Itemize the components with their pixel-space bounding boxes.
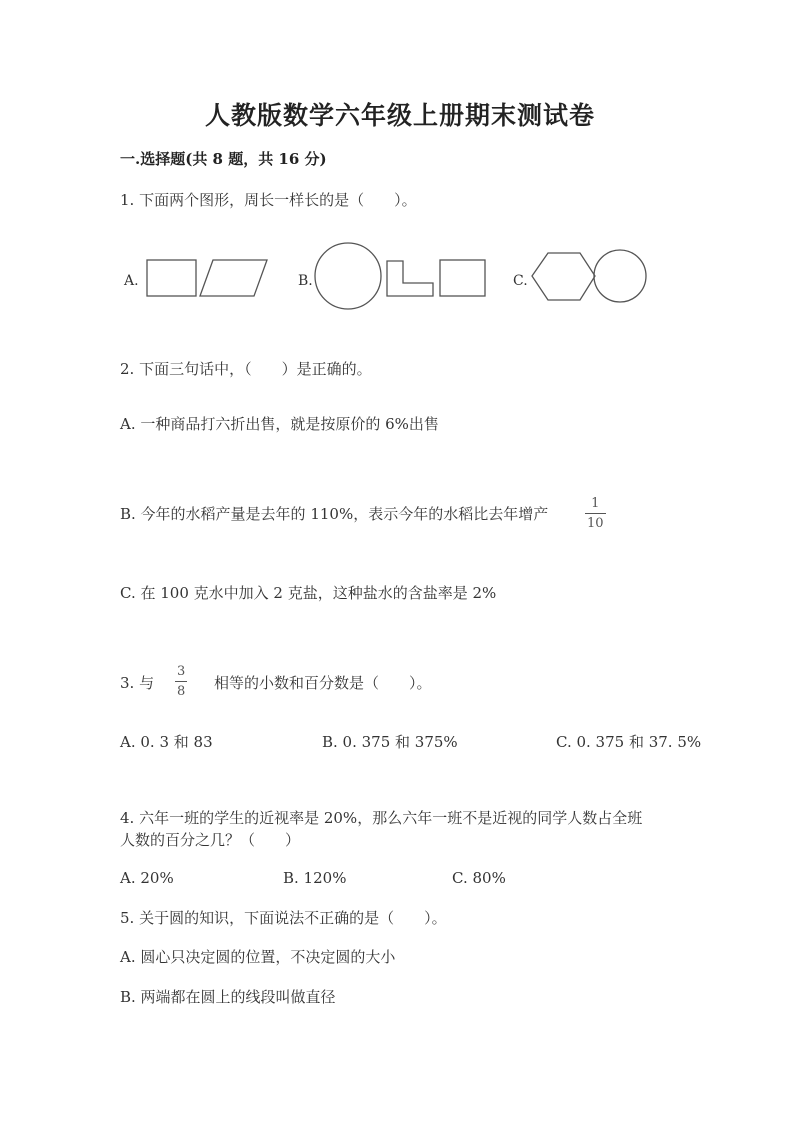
hexagon-shape (532, 253, 595, 300)
question-3-option-a: A. 0. 3 和 83 (120, 733, 213, 751)
question-1-figures (110, 236, 670, 316)
question-4-option-c: C. 80% (452, 869, 506, 887)
fraction-numerator: 1 (591, 496, 600, 511)
question-4-stem-line1: 4. 六年一班的学生的近视率是 20%，那么六年一班不是近视的同学人数占全班 (120, 809, 643, 827)
page-title: 人教版数学六年级上册期末测试卷 (204, 101, 595, 130)
fraction-three-eighths (175, 665, 187, 698)
option-c-label: C. (513, 273, 528, 289)
question-4-option-b: B. 120% (283, 869, 347, 887)
circle-shape (315, 243, 381, 309)
fraction-denominator: 8 (177, 684, 186, 699)
question-3-option-b: B. 0. 375 和 375% (322, 733, 458, 751)
rectangle-shape (440, 260, 485, 296)
question-5-option-b: B. 两端都在圆上的线段叫做直径 (120, 988, 336, 1006)
option-b-label: B. (298, 273, 313, 289)
square-shape (147, 260, 196, 296)
circle-shape-small (594, 250, 646, 302)
question-2-option-a: A. 一种商品打六折出售，就是按原价的 6%出售 (120, 415, 439, 433)
question-5-option-a: A. 圆心只决定圆的位置，不决定圆的大小 (120, 948, 396, 966)
question-3-stem-post: 相等的小数和百分数是（ ）。 (214, 674, 432, 692)
question-4-stem-line2: 人数的百分之几？（ ） (120, 831, 301, 849)
section-heading: 一.选择题(共 8 题，共 16 分) (120, 150, 327, 168)
fraction-numerator: 3 (177, 664, 186, 679)
fraction-denominator: 10 (587, 516, 604, 531)
l-shape (387, 261, 433, 296)
question-2-option-c: C. 在 100 克水中加入 2 克盐，这种盐水的含盐率是 2% (120, 584, 497, 602)
question-3-stem-pre: 3. 与 (120, 674, 155, 692)
question-5-stem: 5. 关于圆的知识，下面说法不正确的是（ ）。 (120, 909, 447, 927)
fraction-one-tenth (585, 497, 606, 530)
question-2-stem: 2. 下面三句话中，（ ）是正确的。 (120, 360, 372, 378)
question-4-option-a: A. 20% (120, 869, 174, 887)
question-1-stem: 1. 下面两个图形，周长一样长的是（ ）。 (120, 191, 417, 209)
question-3-option-c: C. 0. 375 和 37. 5% (556, 733, 702, 751)
option-a-label: A. (124, 273, 139, 289)
question-2-option-b: B. 今年的水稻产量是去年的 110%，表示今年的水稻比去年增产 (120, 505, 549, 523)
parallelogram-shape (200, 260, 267, 296)
